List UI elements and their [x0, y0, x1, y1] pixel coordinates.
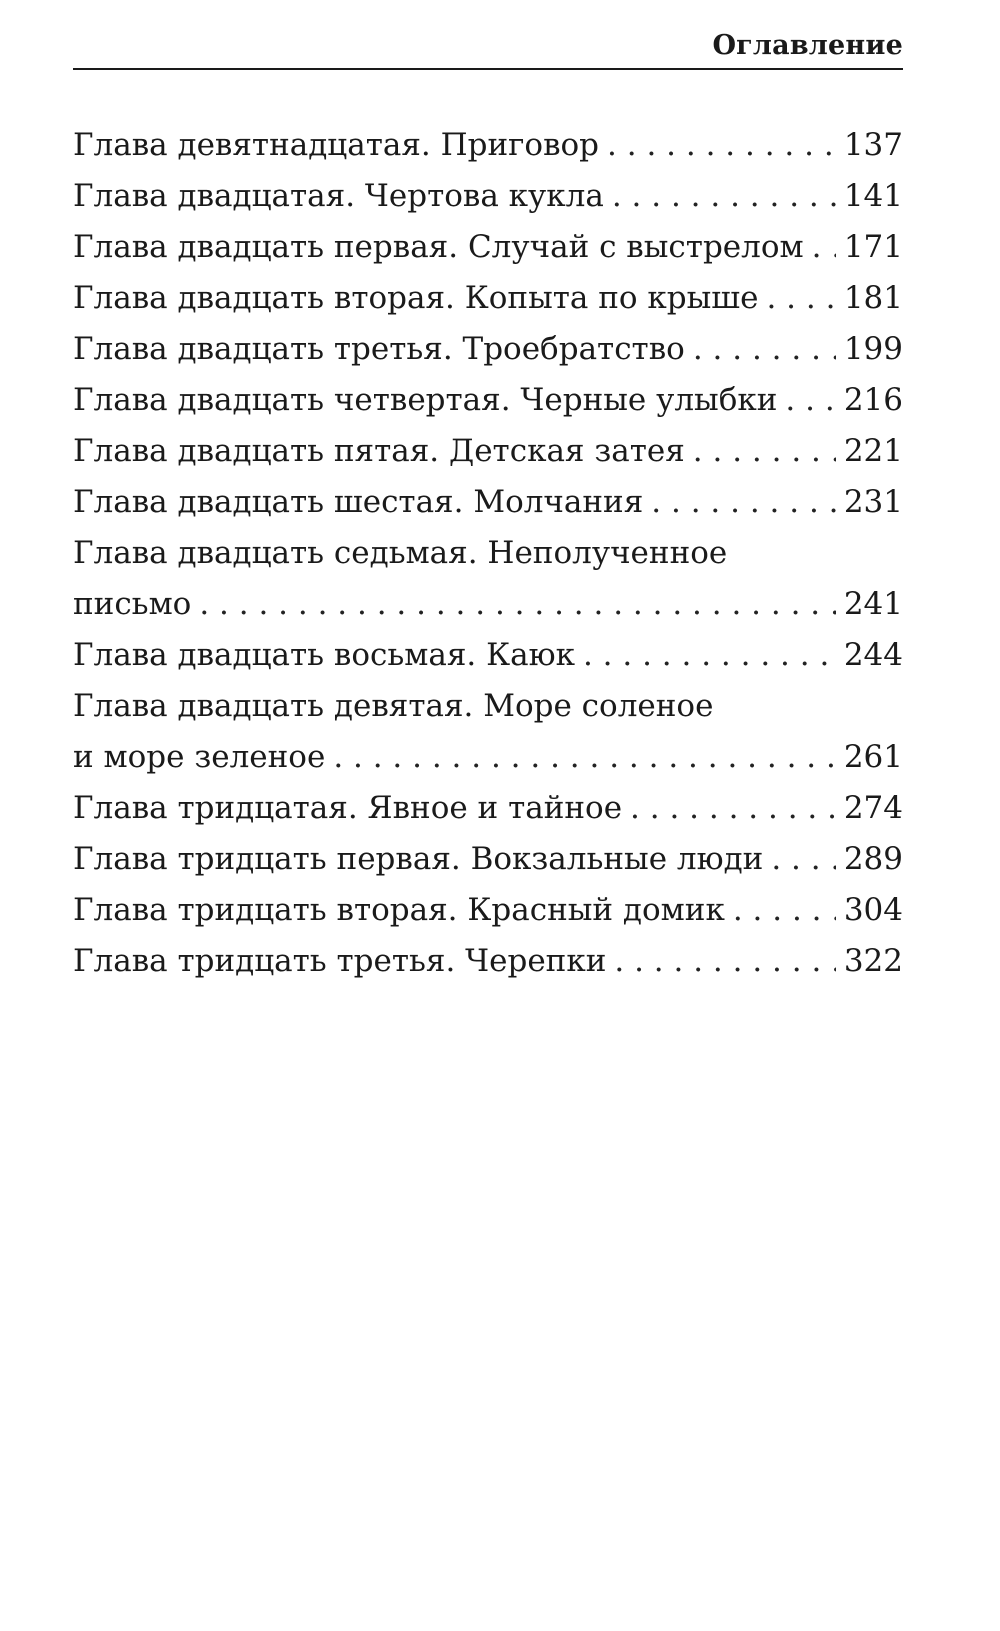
toc-entry-title: Глава двадцатая. Чертова кукла	[73, 178, 604, 214]
toc-entry-title: письмо	[73, 586, 192, 622]
toc-leader-dots	[766, 273, 835, 324]
toc-page-number: 141	[843, 178, 903, 214]
toc-entry-title: Глава двадцать вторая. Копыта по крыше	[73, 280, 759, 316]
toc-leader-dots	[630, 783, 836, 834]
toc-page-number: 221	[843, 433, 903, 469]
toc-page-number: 216	[843, 382, 903, 418]
toc-entry	[73, 120, 903, 171]
toc-entry-title: Глава двадцать восьмая. Каюк	[73, 637, 575, 673]
toc-line	[73, 324, 903, 375]
toc-entry-title: Глава двадцать первая. Случай с выстрелом	[73, 229, 804, 265]
toc-line	[73, 732, 903, 783]
toc-entry-title: Глава тридцать вторая. Красный домик	[73, 892, 725, 928]
toc-entry-title: Глава тридцать третья. Черепки	[73, 943, 607, 979]
toc-entry-title-line1: Глава двадцать девятая. Море соленое	[73, 688, 714, 724]
toc-entry-title-line1: Глава двадцать седьмая. Неполученное	[73, 535, 728, 571]
toc-entry	[73, 222, 903, 273]
toc-entry-title: Глава двадцать третья. Троебратство	[73, 331, 685, 367]
toc-line	[73, 579, 903, 630]
toc-entry	[73, 171, 903, 222]
toc-line	[73, 936, 903, 987]
toc-entry-title: Глава девятнадцатая. Приговор	[73, 127, 600, 163]
toc-page-number: 289	[843, 841, 903, 877]
toc-entry	[73, 375, 903, 426]
toc-line	[73, 273, 903, 324]
toc-page-number: 231	[843, 484, 903, 520]
toc-entry-title: Глава двадцать пятая. Детская затея	[73, 433, 685, 469]
toc-leader-dots	[651, 477, 836, 528]
toc-line	[73, 222, 903, 273]
toc-entry-title: Глава тридцатая. Явное и тайное	[73, 790, 623, 826]
toc-page-number: 137	[843, 127, 903, 163]
toc-leader-dots	[812, 222, 836, 273]
toc-entry-title: Глава двадцать четвертая. Черные улыбки	[73, 382, 778, 418]
toc-leader-dots	[199, 579, 835, 630]
toc-page-number: 304	[843, 892, 903, 928]
toc-page-number: 322	[843, 943, 903, 979]
toc-line	[73, 477, 903, 528]
toc-line	[73, 426, 903, 477]
toc-leader-dots	[333, 732, 836, 783]
toc-page-number: 181	[843, 280, 903, 316]
toc-page-number: 199	[843, 331, 903, 367]
toc-line	[73, 630, 903, 681]
toc-entry	[73, 477, 903, 528]
toc-line	[73, 120, 903, 171]
toc-entry-title: Глава тридцать первая. Вокзальные люди	[73, 841, 764, 877]
toc-leader-dots	[693, 324, 836, 375]
toc-entry-title: и море зеленое	[73, 739, 326, 775]
toc-leader-dots	[614, 936, 835, 987]
toc-leader-dots	[785, 375, 835, 426]
toc-entry	[73, 783, 903, 834]
toc-entry	[73, 630, 903, 681]
table-of-contents	[73, 120, 903, 987]
toc-leader-dots	[583, 630, 836, 681]
toc-page-number: 241	[843, 586, 903, 622]
toc-entry	[73, 936, 903, 987]
running-head-title: Оглавление	[712, 30, 903, 61]
running-head	[73, 28, 903, 70]
toc-leader-dots	[612, 171, 836, 222]
toc-entry	[73, 885, 903, 936]
toc-leader-dots	[693, 426, 836, 477]
toc-line	[73, 375, 903, 426]
toc-page-number: 244	[843, 637, 903, 673]
toc-line	[73, 885, 903, 936]
toc-entry	[73, 528, 903, 630]
toc-entry	[73, 426, 903, 477]
toc-entry-title: Глава двадцать шестая. Молчания	[73, 484, 644, 520]
toc-page-number: 274	[843, 790, 903, 826]
toc-line	[73, 783, 903, 834]
toc-entry	[73, 681, 903, 783]
toc-leader-dots	[607, 120, 836, 171]
toc-page-number: 261	[843, 739, 903, 775]
toc-page-number: 171	[843, 229, 903, 265]
toc-leader-dots	[771, 834, 836, 885]
toc-line	[73, 171, 903, 222]
toc-line	[73, 834, 903, 885]
toc-entry	[73, 324, 903, 375]
toc-entry	[73, 273, 903, 324]
toc-leader-dots	[733, 885, 836, 936]
toc-entry	[73, 834, 903, 885]
